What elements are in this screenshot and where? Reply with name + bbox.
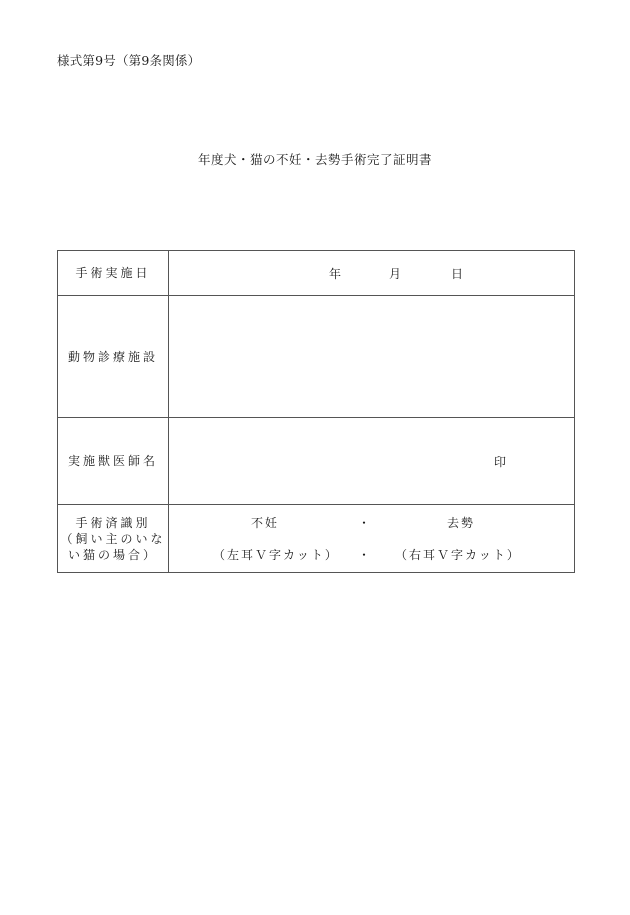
facility-row — [58, 296, 575, 418]
day-unit: 日 — [451, 267, 464, 281]
veterinarian-row — [58, 418, 575, 505]
facility-field[interactable] — [169, 296, 575, 418]
identification-row — [58, 505, 575, 573]
surgery-date-label: 手術実施日 — [58, 251, 169, 296]
identification-label — [58, 505, 169, 573]
facility-label: 動物診療施設 — [58, 296, 169, 418]
spay-ear-mark: （左耳Ｖ字カット） — [213, 548, 339, 562]
year-unit: 年 — [329, 267, 342, 281]
certificate-table — [57, 250, 575, 573]
identification-label-line-3: い猫の場合） — [67, 547, 158, 562]
seal-mark: 印 — [493, 455, 506, 469]
month-unit: 月 — [389, 267, 402, 281]
surgery-date-row — [58, 251, 575, 296]
neuter-option[interactable]: 去勢 — [447, 516, 476, 530]
option-separator-top: ・ — [358, 516, 373, 530]
document-title: 年度犬・猫の不妊・去勢手術完了証明書 — [197, 152, 432, 167]
surgery-date-field[interactable] — [169, 251, 575, 296]
identification-label-line-1: 手術済識別 — [75, 515, 151, 530]
neuter-ear-mark: （右耳Ｖ字カット） — [395, 548, 521, 562]
identification-label-line-2: （飼い主のいな — [60, 531, 166, 546]
veterinarian-field[interactable] — [169, 418, 575, 505]
form-number: 様式第9号（第9条関係） — [57, 53, 201, 68]
identification-field — [169, 505, 575, 573]
option-separator-bottom: ・ — [358, 548, 373, 562]
veterinarian-label: 実施獣医師名 — [58, 418, 169, 505]
spay-option[interactable]: 不妊 — [251, 516, 280, 530]
